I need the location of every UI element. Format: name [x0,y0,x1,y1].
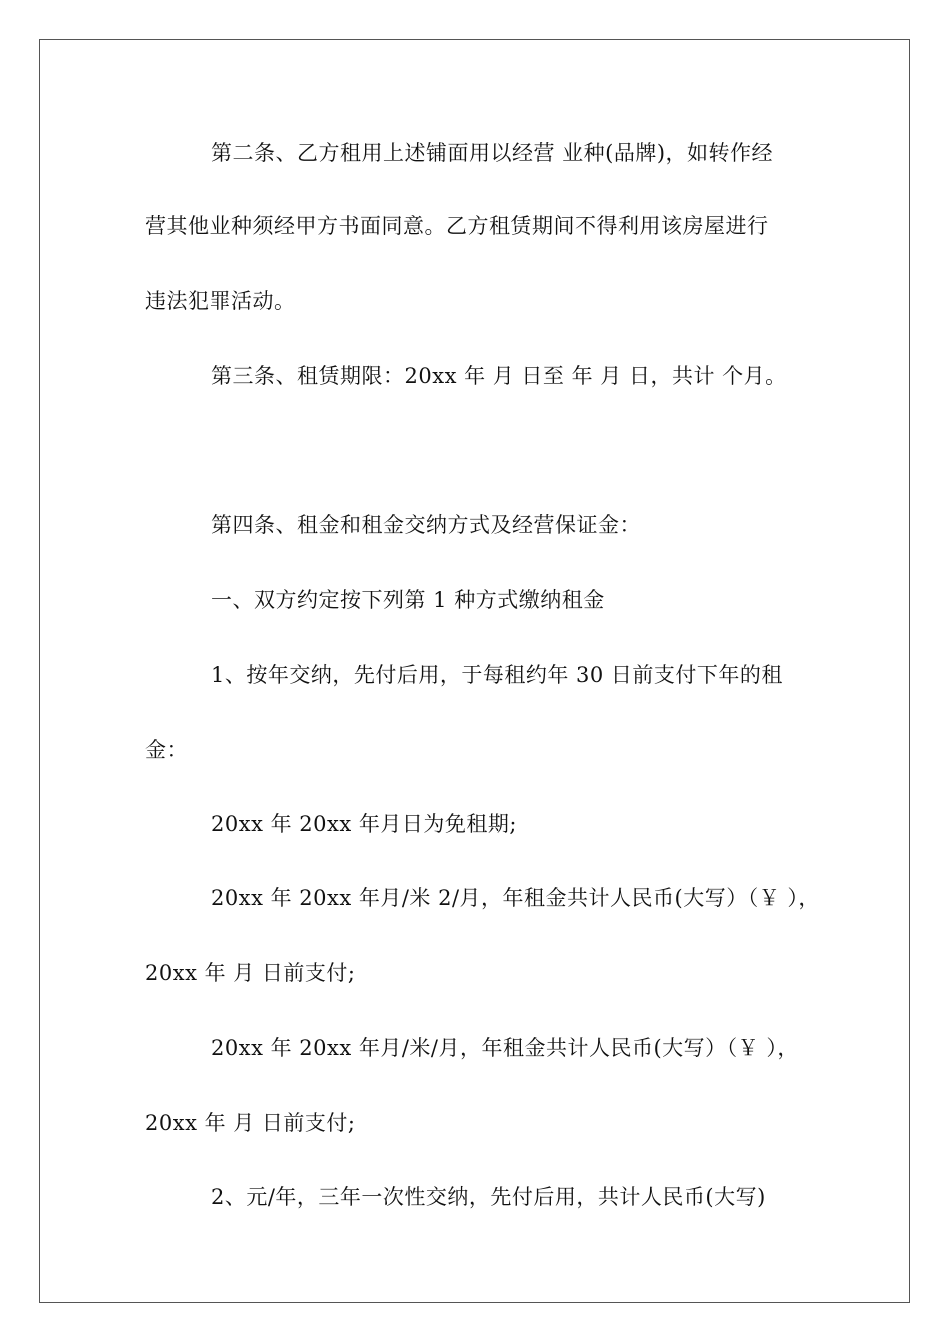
clause-2-line-1: 第二条、乙方租用上述铺面用以经营 业种(品牌)，如转作经 [211,141,774,165]
rent-period-1-line-1: 20xx 年 20xx 年月/米 2/月，年租金共计人民币(大写）（￥ ）， [211,886,820,910]
clause-3-line: 第三条、租赁期限：20xx 年 月 日至 年 月 日，共计 个月。 [211,364,787,388]
payment-method-line: 一、双方约定按下列第 1 种方式缴纳租金 [211,588,605,612]
rent-period-1-line-2: 20xx 年 月 日前支付; [145,961,356,985]
rent-period-2-line-2: 20xx 年 月 日前支付; [145,1111,356,1135]
item-2-line-1: 2、元/年，三年一次性交纳，先付后用，共计人民币(大写) [211,1185,766,1209]
item-1-line-2: 金： [145,738,188,762]
clause-4-heading: 第四条、租金和租金交纳方式及经营保证金： [211,513,641,537]
item-1-line-1: 1、按年交纳，先付后用，于每租约年 30 日前支付下年的租 [211,663,783,687]
clause-2-line-3: 违法犯罪活动。 [145,289,296,313]
rent-period-2-line-1: 20xx 年 20xx 年月/米/月，年租金共计人民币(大写）（￥ ）， [211,1036,799,1060]
clause-2-line-2: 营其他业种须经甲方书面同意。乙方租赁期间不得利用该房屋进行 [145,214,769,238]
rent-free-period-line: 20xx 年 20xx 年月日为免租期; [211,812,517,836]
